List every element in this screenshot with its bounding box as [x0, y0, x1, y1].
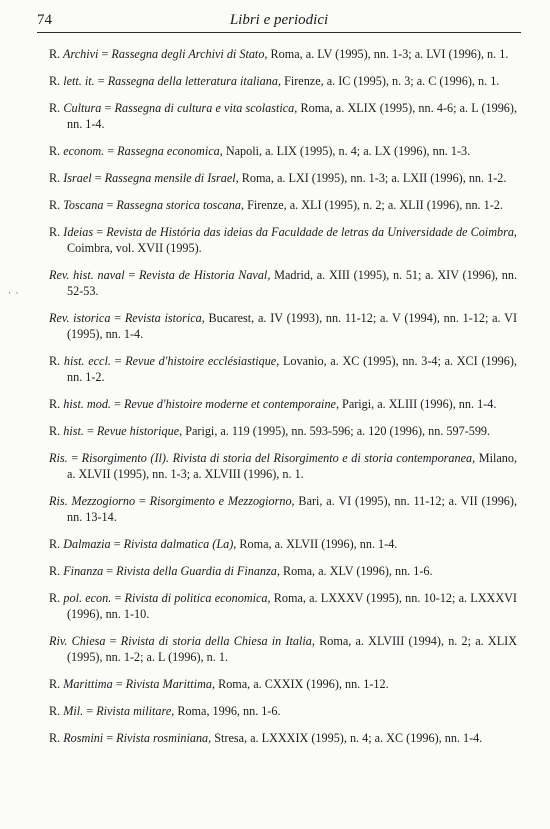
entry-details: Madrid, a. XIII (1995), n. 51; a. XIV (1996), nn. 52-53. [67, 268, 518, 298]
entry-details: Milano, a. XLVII (1995), nn. 1-3; a. XLVIII (1996), n. 1. [67, 451, 517, 481]
abbreviation-text: hist. eccl. [60, 354, 111, 368]
entry-full-title: Risorgimento (Il). Rivista di storia del Risorgimento e di storia contemporanea, [81, 451, 476, 465]
entry-full-title: Revue d'histoire moderne et contemporaine, [123, 397, 339, 411]
periodical-entry: Rev. istorica = Revista istorica, Bucarest, a. IV (1993), nn. 11-12; a. V (1994), nn. 1-12; a. VI (1995), nn. 1-4. [49, 311, 518, 341]
entry-full-title: Rassegna mensile di Israel, [104, 171, 239, 185]
abbreviation-text: Rev. istorica [49, 311, 111, 325]
abbreviation-text: Archivi [60, 47, 99, 61]
abbreviation-prefix: R. [49, 74, 61, 88]
entry-abbreviation [49, 225, 93, 239]
periodicals-list [49, 46, 517, 757]
abbreviation-text: Ris. Mezzogiorno [49, 494, 136, 508]
periodical-entry: R. lett. it. = Rassegna della letteratura italiana, Firenze, a. IC (1995), n. 3; a. C (1996), n. 1. [49, 74, 500, 88]
entry-details: Firenze, a. XLI (1995), n. 2; a. XLII (1996), nn. 1-2. [244, 198, 503, 212]
periodical-entry: R. Toscana = Rassegna storica toscana, Firenze, a. XLI (1995), n. 2; a. XLII (1996), nn. 1-2. [49, 198, 503, 212]
abbreviation-prefix: R. [49, 537, 61, 551]
abbreviation-prefix: R. [49, 677, 61, 691]
entry-abbreviation [49, 451, 68, 465]
entry-full-title: Rassegna economica, [117, 144, 223, 158]
entry-abbreviation [49, 704, 83, 718]
entry-full-title: Revista de História das ideias da Faculdade de letras da Universidade de Coimbra, [106, 225, 517, 239]
periodical-entry: R. Israel = Rassegna mensile di Israel, Roma, a. LXI (1995), nn. 1-3; a. LXII (1996), nn. 1-2. [49, 171, 507, 185]
entry-abbreviation [49, 354, 111, 368]
abbreviation-prefix: R. [49, 171, 61, 185]
entry-details: Roma, a. XLV (1996), nn. 1-6. [279, 564, 433, 578]
abbreviation-text: Mil. [60, 704, 84, 718]
entry-details: Bucarest, a. IV (1993), nn. 11-12; a. V (1994), nn. 1-12; a. VI (1995), nn. 1-4. [67, 311, 518, 341]
entry-details: Roma, a. XLVII (1996), nn. 1-4. [236, 537, 398, 551]
entry-abbreviation [49, 268, 125, 282]
abbreviation-prefix: R. [49, 225, 61, 239]
entry-full-title: Rassegna degli Archivi di Stato, [111, 47, 268, 61]
entry-full-title: Revista istorica, [124, 311, 205, 325]
abbreviation-text: Finanza [60, 564, 104, 578]
periodical-entry: Ris. = Risorgimento (Il). Rivista di storia del Risorgimento e di storia contemporanea, Milano, a. XLVII (1995), nn. 1-3; a. XLVIII (1996), n. 1. [49, 451, 517, 481]
abbreviation-text: pol. econ. [60, 591, 112, 605]
periodical-entry: R. econom. = Rassegna economica, Napoli, a. LIX (1995), n. 4; a. LX (1996), nn. 1-3. [49, 144, 471, 158]
entry-abbreviation [49, 144, 104, 158]
abbreviation-text: Ideias [60, 225, 94, 239]
abbreviation-text: Marittima [60, 677, 113, 691]
entry-abbreviation [49, 424, 84, 438]
abbreviation-prefix: R. [49, 101, 61, 115]
entry-abbreviation [49, 74, 95, 88]
entry-full-title: Revue d'histoire ecclésiastique, [125, 354, 280, 368]
entry-details: Roma, 1996, nn. 1-6. [174, 704, 281, 718]
running-title: Libri e periodici [229, 12, 329, 28]
entry-full-title: Rivista della Guardia di Finanza, [116, 564, 280, 578]
periodical-entry: R. hist. eccl. = Revue d'histoire ecclésiastique, Lovanio, a. XC (1995), nn. 3-4; a. XCI (1996), nn. 1-2. [49, 354, 517, 384]
abbreviation-prefix: R. [49, 354, 61, 368]
abbreviation-prefix: R. [49, 731, 61, 745]
abbreviation-text: hist. mod. [60, 397, 111, 411]
entry-full-title: Rivista Marittima, [125, 677, 216, 691]
entry-abbreviation [49, 171, 92, 185]
entry-full-title: Revista de Historia Naval, [138, 268, 271, 282]
entry-details: Roma, a. XLIX (1995), nn. 4-6; a. L (1996), nn. 1-4. [67, 101, 517, 131]
entry-abbreviation [49, 537, 111, 551]
periodical-entry: R. Archivi = Rassegna degli Archivi di Stato, Roma, a. LV (1995), nn. 1-3; a. LVI (1996), n. 1. [49, 47, 509, 61]
abbreviation-text: Ris. [49, 451, 68, 465]
entry-full-title: Risorgimento e Mezzogiorno, [149, 494, 295, 508]
entry-abbreviation [49, 397, 111, 411]
abbreviation-prefix: R. [49, 564, 61, 578]
abbreviation-prefix: R. [49, 144, 61, 158]
entry-full-title: Rivista dalmatica (La), [123, 537, 237, 551]
entry-full-title: Rassegna storica toscana, [116, 198, 245, 212]
entry-details: Roma, a. XLVIII (1994), n. 2; a. XLIX (1995), nn. 1-2; a. L (1996), n. 1. [67, 634, 518, 664]
periodical-entry: R. Rosmini = Rivista rosminiana, Stresa, a. LXXXIX (1995), n. 4; a. XC (1996), nn. 1-4. [49, 731, 483, 745]
entry-full-title: Revue historique, [96, 424, 183, 438]
entry-abbreviation [49, 591, 111, 605]
entry-full-title: Rivista di politica economica, [124, 591, 271, 605]
abbreviation-text: Rosmini [60, 731, 104, 745]
periodical-entry: R. Marittima = Rivista Marittima, Roma, a. CXXIX (1996), nn. 1-12. [49, 677, 389, 691]
periodical-entry: R. hist. = Revue historique, Parigi, a. 119 (1995), nn. 593-596; a. 120 (1996), nn. 597-599. [49, 424, 491, 438]
abbreviation-text: Dalmazia [60, 537, 111, 551]
periodical-entry: R. hist. mod. = Revue d'histoire moderne et contemporaine, Parigi, a. XLIII (1996), nn. 1-4. [49, 397, 497, 411]
margin-marks: · · [8, 288, 19, 298]
entry-full-title: Rassegna della letteratura italiana, [107, 74, 282, 88]
abbreviation-text: lett. it. [60, 74, 95, 88]
entry-abbreviation [49, 731, 103, 745]
abbreviation-text: Toscana [60, 198, 104, 212]
entry-details: Parigi, a. 119 (1995), nn. 593-596; a. 120 (1996), nn. 597-599. [182, 424, 491, 438]
entry-abbreviation [49, 47, 98, 61]
entry-details: Roma, a. LXXXV (1995), nn. 10-12; a. LXXXVI (1996), nn. 1-10. [67, 591, 517, 621]
abbreviation-prefix: R. [49, 47, 61, 61]
periodical-entry: Riv. Chiesa = Rivista di storia della Chiesa in Italia, Roma, a. XLVIII (1994), n. 2; a. XLIX (1995), nn. 1-2; a. L (1996), n. 1. [49, 634, 518, 664]
periodical-entry: Rev. hist. naval = Revista de Historia Naval, Madrid, a. XIII (1995), n. 51; a. XIV (1996), nn. 52-53. [49, 268, 518, 298]
entry-details: Coimbra, vol. XVII (1995). [67, 241, 202, 255]
abbreviation-prefix: R. [49, 424, 61, 438]
abbreviation-text: Cultura [60, 101, 102, 115]
entry-abbreviation [49, 198, 103, 212]
abbreviation-text: hist. [60, 424, 84, 438]
abbreviation-text: Rev. hist. naval [49, 268, 125, 282]
abbreviation-prefix: R. [49, 198, 61, 212]
entry-abbreviation [49, 634, 105, 648]
entry-details: Roma, a. LV (1995), nn. 1-3; a. LVI (1996), n. 1. [267, 47, 509, 61]
entry-abbreviation [49, 311, 110, 325]
entry-details: Firenze, a. IC (1995), n. 3; a. C (1996), n. 1. [281, 74, 500, 88]
periodical-entry: R. Cultura = Rassegna di cultura e vita scolastica, Roma, a. XLIX (1995), nn. 4-6; a. L (1996), nn. 1-4. [49, 101, 517, 131]
periodical-entry: R. Mil. = Rivista militare, Roma, 1996, nn. 1-6. [49, 704, 281, 718]
entry-details: Roma, a. LXI (1995), nn. 1-3; a. LXII (1996), nn. 1-2. [238, 171, 507, 185]
abbreviation-text: Israel [60, 171, 92, 185]
periodical-entry: R. Dalmazia = Rivista dalmatica (La), Roma, a. XLVII (1996), nn. 1-4. [49, 537, 398, 551]
page-header [37, 10, 521, 33]
periodical-entry: R. Finanza = Rivista della Guardia di Finanza, Roma, a. XLV (1996), nn. 1-6. [49, 564, 433, 578]
periodical-entry: Ris. Mezzogiorno = Risorgimento e Mezzogiorno, Bari, a. VI (1995), nn. 11-12; a. VII (1996), nn. 13-14. [49, 494, 518, 524]
entry-full-title: Rassegna di cultura e vita scolastica, [114, 101, 298, 115]
entry-abbreviation [49, 101, 101, 115]
entry-details: Roma, a. CXXIX (1996), nn. 1-12. [215, 677, 389, 691]
abbreviation-text: Riv. Chiesa [49, 634, 106, 648]
entry-details: Parigi, a. XLIII (1996), nn. 1-4. [339, 397, 497, 411]
entry-abbreviation [49, 564, 103, 578]
entry-abbreviation [49, 677, 113, 691]
entry-details: Stresa, a. LXXXIX (1995), n. 4; a. XC (1996), nn. 1-4. [211, 731, 483, 745]
entry-full-title: Rivista rosminiana, [116, 731, 212, 745]
abbreviation-text: econom. [60, 144, 105, 158]
abbreviation-prefix: R. [49, 704, 61, 718]
entry-abbreviation [49, 494, 135, 508]
abbreviation-prefix: R. [49, 397, 61, 411]
entry-details: Napoli, a. LIX (1995), n. 4; a. LX (1996), nn. 1-3. [222, 144, 471, 158]
abbreviation-prefix: R. [49, 591, 61, 605]
periodical-entry: R. Ideias = Revista de História das ideias da Faculdade de letras da Universidade de Coimbra, Coimbra, vol. XVII (1995). [49, 225, 517, 255]
entry-full-title: Rivista di storia della Chiesa in Italia, [120, 634, 315, 648]
entry-full-title: Rivista militare, [96, 704, 175, 718]
periodical-entry: R. pol. econ. = Rivista di politica economica, Roma, a. LXXXV (1995), nn. 10-12; a. LXXXVI (1996), nn. 1-10. [49, 591, 517, 621]
entry-details: Bari, a. VI (1995), nn. 11-12; a. VII (1996), nn. 13-14. [67, 494, 518, 524]
page-number: 74 [37, 12, 52, 28]
entry-details: Lovanio, a. XC (1995), nn. 3-4; a. XCI (1996), nn. 1-2. [67, 354, 517, 384]
